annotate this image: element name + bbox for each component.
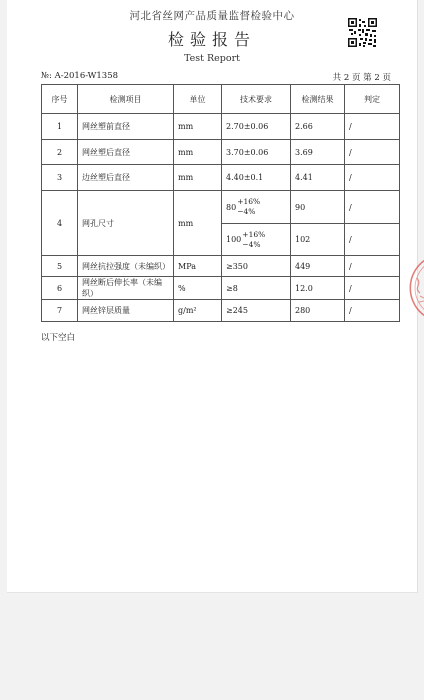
report-subtitle: Test Report [184,53,240,64]
cell-item: 网丝塑前直径 [78,114,174,140]
header-requirement: 技术要求 [222,85,291,114]
table-row [42,256,400,277]
cell-item: 网丝锌层质量 [78,300,174,322]
cell-verdict: / [345,277,400,300]
cell-item: 网丝抗拉强度（未编织） [78,256,174,277]
cell-result: 2.66 [291,114,345,140]
cell-verdict: / [345,114,400,140]
tolerance-plus: +16% [237,197,261,206]
cell-no: 2 [42,140,78,165]
table-row [42,191,400,224]
page-indicator: 共 2 页 第 2 页 [332,73,391,83]
cell-unit: mm [174,191,222,256]
tolerance-minus: −4% [242,239,261,249]
cell-no: 6 [42,277,78,300]
cell-unit: mm [174,140,222,165]
cell-verdict: / [345,140,400,165]
cell-item: 网丝断后伸长率（未编织） [78,277,174,300]
table-row [42,277,400,300]
table-header-row [42,85,400,114]
cell-unit: MPa [174,256,222,277]
tolerance-spec [226,230,265,250]
cell-result: 449 [291,256,345,277]
tolerance-base: 80 [226,202,237,212]
cell-verdict: / [345,256,400,277]
cell-no: 3 [42,165,78,191]
cell-no: 1 [42,114,78,140]
cell-requirement [222,224,291,256]
cell-verdict: / [345,165,400,191]
header-item: 检测项目 [78,85,174,114]
cell-unit: mm [174,165,222,191]
tolerance-minus: −4% [237,207,256,216]
header-result: 检测结果 [291,85,345,114]
cell-item: 网孔尺寸 [78,191,174,256]
cell-verdict: / [345,224,400,256]
table-row [42,300,400,322]
cell-requirement [222,191,291,224]
seal-stamp-icon [405,258,424,318]
cell-requirement: 2.70±0.06 [222,114,291,140]
qr-code-icon [347,17,378,48]
cell-result: 3.69 [291,140,345,165]
tolerance-spec [226,197,260,217]
end-of-content-note: 以下空白 [41,333,76,343]
report-number: №: A-2016-W1358 [41,71,119,81]
cell-verdict: / [345,191,400,224]
cell-result: 280 [291,300,345,322]
cell-requirement: ≥350 [222,256,291,277]
cell-unit: % [174,277,222,300]
issuing-organization: 河北省丝网产品质量监督检验中心 [129,10,295,22]
cell-requirement: 4.40±0.1 [222,165,291,191]
cell-no: 4 [42,191,78,256]
tolerance-base: 100 [226,235,242,244]
cell-result: 102 [291,224,345,256]
tolerance-plus: +16% [242,229,266,239]
table-row [42,165,400,191]
cell-result: 12.0 [291,277,345,300]
table-row [42,114,400,140]
cell-unit: mm [174,114,222,140]
header-verdict: 判定 [345,85,400,114]
header-unit: 单位 [174,85,222,114]
table-row [42,140,400,165]
cell-verdict: / [345,300,400,322]
cell-item: 边丝塑后直径 [78,165,174,191]
report-sheet [7,0,418,593]
cell-requirement: ≥8 [222,277,291,300]
cell-result: 4.41 [291,165,345,191]
cell-unit: g/m² [174,300,222,322]
cell-requirement: 3.70±0.06 [222,140,291,165]
cell-result: 90 [291,191,345,224]
header-no: 序号 [42,85,78,114]
cell-no: 7 [42,300,78,322]
results-table [41,84,400,322]
cell-no: 5 [42,256,78,277]
report-title: 检验报告 [167,30,256,49]
cell-requirement: ≥245 [222,300,291,322]
cell-item: 网丝塑后直径 [78,140,174,165]
